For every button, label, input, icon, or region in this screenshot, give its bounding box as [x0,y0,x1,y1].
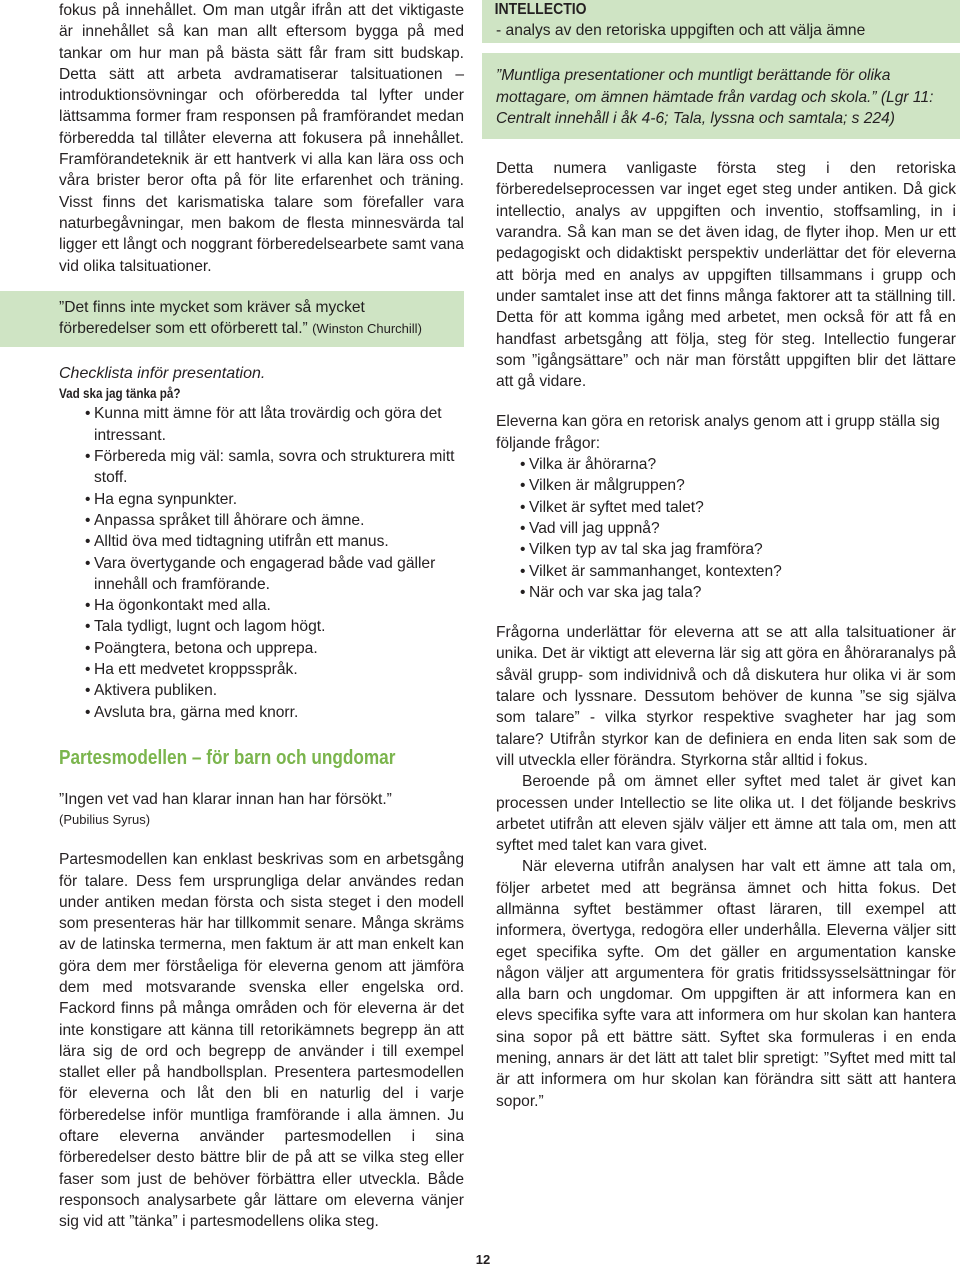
checklist-subtitle: Vad ska jag tänka på? [59,386,181,402]
right-column [482,0,960,1112]
intellectio-header-box [482,0,960,43]
syrus-quote-attribution: (Pubilius Syrus) [59,812,151,828]
intellectio-heading: INTELLECTIO [494,1,587,18]
lgr-quote-box [482,53,960,139]
syrus-quote-text: ”Ingen vet vad han klarar innan han har försökt.” [59,790,392,808]
checklist-title: Checklista inför presentation. [59,365,266,383]
list-item: • Tala tydligt, lugnt och lagom högt. [85,616,464,637]
list-item: • Alltid öva med tidtagning utifrån ett manus. [85,531,464,552]
churchill-quote-text: ”Det finns inte mycket som kräver så mycket förberedelser som ett oförberett tal.” [59,298,365,338]
intellectio-paragraph-1: Detta numera vanligaste första steg i den retoriska förberedelseprocessen var inget eget steg under antiken. Då gick intellectio, analys av uppgiften och inventio, stoffsamling, in i varandra. Så kan man se det även idag, de flyter ihop. Men ur ett pedagogiskt och didaktiskt perspektiv underlättar det för eleverna att börja med en analys av uppgiften tillsammans i grupp och under samtalet inse att det finns många faktorer att ta ställning till. Detta för att komma igång med arbetet, men också för att få en handfast arbetsgång att följa, steg för steg. Intellectio fungerar som ”igångsättare” och när man förstått uppgiften blir det lättare att gå vidare. [496,160,956,391]
syrus-quote [59,789,464,830]
question-list [520,454,960,603]
intellectio-paragraph-5: När eleverna utifrån analysen har valt ett ämne att tala om, följer arbetet med att begränsa ämnet och hitta fokus. Det allmänna syftet bestämmer oftast läraren, till exempel att informera, övertyga, redogöra eller underhålla. Eleverna väljer sitt eget specifika syfte. Om det gäller en argumentation kanske någon väljer att argumentera för gratis fritidssysselsättningar för alla barn och ungdomar. Om uppgiften är att informera kan en elevs specifika syfte vara att informera om hur skolan kan hantera sina sopor på ett bättre sätt. Syftet ska formuleras i en enda mening, annars är det lätt att talet blir spretigt: ”Syftet med mitt tal är att informera om hur skolan kan förändra sitt sätt att hantera sopor.” [496,858,956,1110]
lgr-quote-text: ”Muntliga presentationer och muntligt berättande för olika mottagare, om ämnen hämtade från vardag och skola.” [496,67,891,106]
list-item: • Vilka är åhörarna? [520,454,960,475]
list-item: • Ha ögonkontakt med alla. [85,595,464,616]
intro-paragraph: fokus på innehållet. Om man utgår ifrån att det viktigaste är innehållet så kan man allt eftersom bygga på med tankar om hur man på bästa sätt får fram sitt budskap. Detta sätt att arbeta avdramatiserar talsituationen – introduktionsövningar och oförberedda tal lyfter under lättsamma former fram responsen på framförandet medan förberedda tal tillåter eleverna att fokusera på innehållet. Framförandeteknik är ett hantverk vi alla kan lära oss och våra brister beror ofta på för lite erfarenhet och träning. Visst finns det karismatiska talare som förefaller vara naturbegåvningar, men bakom de flesta minnesvärda tal ligger ett långt och noggrant förberedelsearbete samt vana vid olika talsituationer. [59,2,464,275]
churchill-quote-attribution: (Winston Churchill) [312,321,422,337]
list-item: • Vilken typ av tal ska jag framföra? [520,539,960,560]
page-number: 12 [475,1252,491,1267]
lgr-quote-source: (Lgr 11: Centralt innehåll i åk 4-6; Tala, lyssna och samtala; s 224) [496,88,934,127]
list-item: • Poängtera, betona och upprepa. [85,638,464,659]
intellectio-paragraph-2: Eleverna kan göra en retorisk analys genom att i grupp ställa sig följande frågor: [496,413,940,452]
intellectio-paragraph-4: Beroende på om ämnet eller syftet med talet är givet kan processen under Intellectio se lite olika ut. I det följande beskrivs arbetet utifrån att eleven själv väljer ett ämne att tala om, men att syftet med talet kan vara givet. [496,773,956,855]
list-item: • Kunna mitt ämne för att låta trovärdig och göra det intressant. [85,403,464,446]
list-item: • Aktivera publiken. [85,680,464,701]
list-item: • Vilken är målgruppen? [520,475,960,496]
partes-paragraph: Partesmodellen kan enklast beskrivas som en arbetsgång för talare. Dess fem ursprungliga delar användes redan under antiken medan första och sista steget i den modell som presenteras här har tillkommit senare. Många skräms av de latinska termerna, men faktum är att man enkelt kan göra dem mer förståeliga för eleverna genom att jämföra dem med motsvarande svenska eller engelska ord. Fackord finns på många områden och för eleverna är det inte konstigare att känna till retorikämnets begrepp än att lära sig de ord och begrepp de använder i till exempel stallet eller på handbollsplan. Presentera partesmodellen för eleverna och låt den bli en naturlig del i varje förberedelse inför muntliga framförande i alla ämnen. Ju oftare eleverna använder partesmodellen i sina förberedelser desto bättre blir de på att se vilka steg eller faser som just de behöver förbättra eller utveckla. Både responsoch analysarbete går lättare om eleverna vänjer sig vid att ”tänka” i partesmodellens olika steg. [59,851,464,1231]
intellectio-paragraph-3: Frågorna underlättar för eleverna att se att alla talsituationer är unika. Det är viktigt att eleverna lär sig att göra en åhöraranalys på såväl grupp- som individnivå och då diskutera hur olika vi är som talare och lyssnare. Dessutom behöver de kunna ”se sig själva som talare” - vilka styrkor respektive svagheter har jag som talare? Utifrån styrkor kan de definiera en enda liten sak som de vill utveckla eller förändra. Styrkorna står alltid i fokus. [496,624,956,769]
intellectio-subheading: - analys av den retoriska uppgiften och att välja ämne [496,22,866,39]
list-item: • Vara övertygande och engagerad både vad gäller innehåll och framförande. [85,553,464,596]
churchill-quote-box [0,291,464,348]
list-item: • Anpassa språket till åhörare och ämne. [85,510,464,531]
list-item: • Förbereda mig väl: samla, sovra och strukturera mitt stoff. [85,446,464,489]
list-item: • Ha ett medvetet kroppsspråk. [85,659,464,680]
list-item: • Avsluta bra, gärna med knorr. [85,702,464,723]
list-item: • Vilket är sammanhanget, kontexten? [520,561,960,582]
partes-heading: Partesmodellen – för barn och ungdomar [59,746,396,769]
list-item: • Ha egna synpunkter. [85,489,464,510]
checklist-list [85,403,464,722]
list-item: • Vilket är syftet med talet? [520,497,960,518]
list-item: • Vad vill jag uppnå? [520,518,960,539]
left-column [59,0,464,1233]
list-item: • När och var ska jag tala? [520,582,960,603]
